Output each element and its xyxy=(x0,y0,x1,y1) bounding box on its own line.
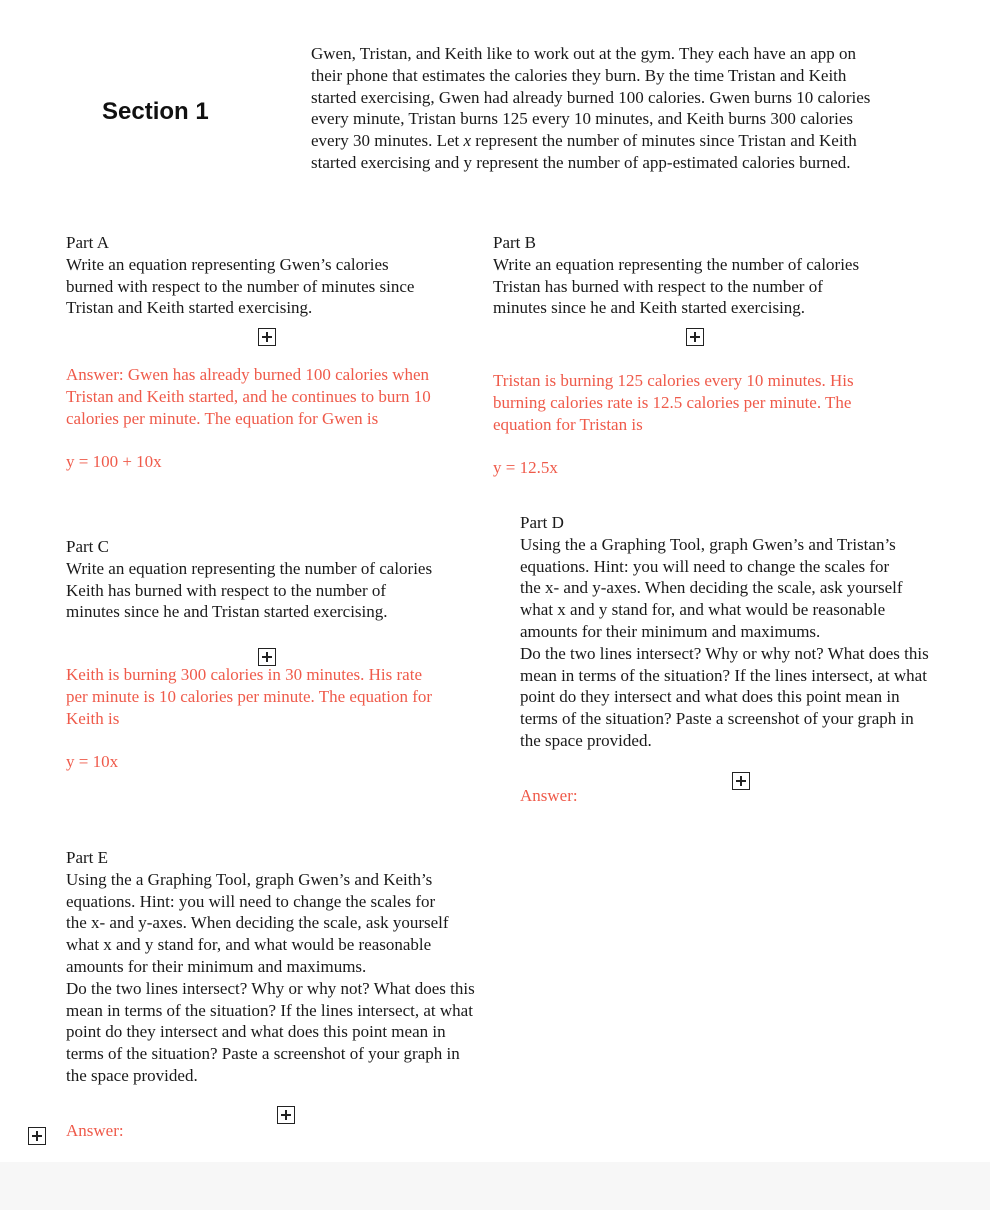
part-c-answer xyxy=(66,664,486,729)
part-a-answer xyxy=(66,364,476,429)
part-d-prompt-line: point do they intersect and what does this point mean in xyxy=(520,687,900,707)
part-d-prompt-line: amounts for their minimum and maximums. xyxy=(520,621,821,641)
plus-square-icon[interactable] xyxy=(732,772,750,790)
part-b-label: Part B xyxy=(493,233,536,252)
part-a-label: Part A xyxy=(66,233,109,252)
part-b-answer-line: burning calories rate is 12.5 calories per minute. The xyxy=(493,392,852,412)
part-e-answer-label: Answer: xyxy=(66,1121,124,1140)
part-e-prompt-line: terms of the situation? Paste a screenshot of your graph in xyxy=(66,1044,460,1064)
page-footer-band xyxy=(0,1162,990,1210)
part-c-prompt-line: minutes since he and Tristan started exercising. xyxy=(66,602,388,622)
part-e-prompt-line: amounts for their minimum and maximums. xyxy=(66,956,367,976)
part-b-answer xyxy=(493,370,913,435)
part-d-label: Part D xyxy=(520,513,564,532)
part-b-answer-line: equation for Tristan is xyxy=(493,414,643,434)
intro-line: every minute, Tristan burns 125 every 10 minutes, and Keith burns 300 calories xyxy=(311,109,854,129)
part-b-answer-line: Tristan is burning 125 calories every 10 minutes. His xyxy=(493,371,854,390)
part-e-prompt-line: mean in terms of the situation? If the lines intersect, at what xyxy=(66,1000,473,1020)
part-c-answer-line: per minute is 10 calories per minute. The equation for xyxy=(66,686,433,706)
part-b-prompt-line: Tristan has burned with respect to the number of xyxy=(493,276,823,296)
part-e-prompt-line: Using the a Graphing Tool, graph Gwen’s and Keith’s xyxy=(66,869,433,889)
part-e-prompt-line: point do they intersect and what does this point mean in xyxy=(66,1022,446,1042)
part-d xyxy=(520,512,980,752)
part-e-prompt-line: the x- and y-axes. When deciding the scale, ask yourself xyxy=(66,913,449,933)
part-d-prompt-line: the space provided. xyxy=(520,730,652,750)
part-a xyxy=(66,232,476,319)
part-a-answer-line: Tristan and Keith started, and he continues to burn 10 xyxy=(66,386,431,406)
part-a-prompt-line: burned with respect to the number of minutes since xyxy=(66,276,415,296)
part-b-equation: y = 12.5x xyxy=(493,458,558,477)
part-a-prompt-line: Write an equation representing Gwen’s calories xyxy=(66,254,389,274)
part-e-prompt-line: the space provided. xyxy=(66,1065,198,1085)
part-d-prompt-line: what x and y stand for, and what would be reasonable xyxy=(520,600,886,620)
part-d-prompt-line: terms of the situation? Paste a screenshot of your graph in xyxy=(520,709,914,729)
part-b-prompt-line: minutes since he and Keith started exercising. xyxy=(493,298,806,318)
part-e xyxy=(66,847,526,1087)
part-e-prompt-line: equations. Hint: you will need to change the scales for xyxy=(66,891,436,911)
part-c xyxy=(66,536,486,623)
part-e-label: Part E xyxy=(66,848,109,867)
part-e-prompt-line: what x and y stand for, and what would be reasonable xyxy=(66,935,432,955)
plus-square-icon[interactable] xyxy=(28,1127,46,1145)
plus-square-icon[interactable] xyxy=(686,328,704,346)
part-d-prompt-line: Do the two lines intersect? Why or why not? What does this xyxy=(520,643,929,663)
intro-line: started exercising and y represent the number of app-estimated calories burned. xyxy=(311,152,851,172)
part-b xyxy=(493,232,913,319)
part-c-equation: y = 10x xyxy=(66,752,119,771)
part-a-answer-line: Answer: Gwen has already burned 100 calories when xyxy=(66,365,430,384)
intro-line: every 30 minutes. Let x represent the number of minutes since Tristan and Keith xyxy=(311,131,857,151)
intro-line: their phone that estimates the calories they burn. By the time Tristan and Keith xyxy=(311,65,847,85)
plus-square-icon[interactable] xyxy=(258,328,276,346)
part-d-answer-label: Answer: xyxy=(520,786,578,805)
plus-square-icon[interactable] xyxy=(277,1106,295,1124)
part-a-answer-line: calories per minute. The equation for Gwen is xyxy=(66,408,379,428)
intro-paragraph xyxy=(311,43,951,174)
part-c-answer-line: Keith is burning 300 calories in 30 minutes. His rate xyxy=(66,665,422,684)
part-e-prompt-line: Do the two lines intersect? Why or why not? What does this xyxy=(66,978,475,998)
part-c-answer-line: Keith is xyxy=(66,708,120,728)
part-c-prompt-line: Keith has burned with respect to the number of xyxy=(66,580,387,600)
part-b-prompt-line: Write an equation representing the number of calories xyxy=(493,254,860,274)
part-d-prompt-line: mean in terms of the situation? If the lines intersect, at what xyxy=(520,665,927,685)
part-a-equation: y = 100 + 10x xyxy=(66,452,162,471)
part-d-prompt-line: equations. Hint: you will need to change the scales for xyxy=(520,556,890,576)
part-a-prompt-line: Tristan and Keith started exercising. xyxy=(66,298,313,318)
part-d-prompt-line: Using the a Graphing Tool, graph Gwen’s and Tristan’s xyxy=(520,534,896,554)
intro-line: started exercising, Gwen had already burned 100 calories. Gwen burns 10 calories xyxy=(311,87,871,107)
part-d-prompt-line: the x- and y-axes. When deciding the scale, ask yourself xyxy=(520,578,903,598)
part-c-prompt-line: Write an equation representing the number of calories xyxy=(66,558,433,578)
intro-line: Gwen, Tristan, and Keith like to work out at the gym. They each have an app on xyxy=(311,44,856,63)
section-title: Section 1 xyxy=(102,98,209,125)
part-c-label: Part C xyxy=(66,537,109,556)
